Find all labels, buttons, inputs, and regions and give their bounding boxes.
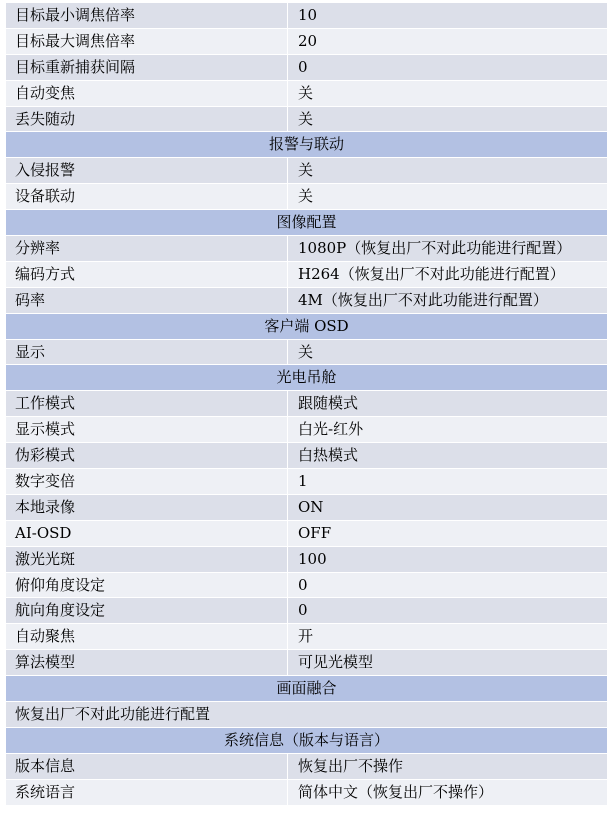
row-note: 恢复出厂不对此功能进行配置 xyxy=(6,702,608,728)
row-label: 目标最小调焦倍率 xyxy=(6,3,288,29)
table-row xyxy=(6,520,608,546)
row-value: 关 xyxy=(288,184,608,210)
row-label: 激光光斑 xyxy=(6,546,288,572)
table-row xyxy=(6,287,608,313)
section-title: 画面融合 xyxy=(6,676,608,702)
section-header xyxy=(6,727,608,753)
row-value: 20 xyxy=(288,28,608,54)
section-header xyxy=(6,210,608,236)
row-label: 显示模式 xyxy=(6,417,288,443)
settings-table xyxy=(5,2,608,806)
table-row xyxy=(6,650,608,676)
table-row xyxy=(6,28,608,54)
row-label: 版本信息 xyxy=(6,753,288,779)
row-label: 自动聚焦 xyxy=(6,624,288,650)
row-value: 10 xyxy=(288,3,608,29)
row-label: 入侵报警 xyxy=(6,158,288,184)
row-value: 简体中文（恢复出厂不操作） xyxy=(288,779,608,805)
row-label: 航向角度设定 xyxy=(6,598,288,624)
section-title: 报警与联动 xyxy=(6,132,608,158)
row-label: AI-OSD xyxy=(6,520,288,546)
table-row xyxy=(6,624,608,650)
row-value: 0 xyxy=(288,572,608,598)
table-row xyxy=(6,779,608,805)
table-row xyxy=(6,158,608,184)
section-title: 客户端 OSD xyxy=(6,313,608,339)
row-value: 0 xyxy=(288,54,608,80)
row-value: 0 xyxy=(288,598,608,624)
table-row xyxy=(6,261,608,287)
table-row xyxy=(6,106,608,132)
row-value: OFF xyxy=(288,520,608,546)
table-row xyxy=(6,572,608,598)
section-header xyxy=(6,365,608,391)
table-row xyxy=(6,80,608,106)
row-label: 系统语言 xyxy=(6,779,288,805)
table-row xyxy=(6,184,608,210)
row-label: 工作模式 xyxy=(6,391,288,417)
table-row xyxy=(6,3,608,29)
row-value: 4M（恢复出厂不对此功能进行配置） xyxy=(288,287,608,313)
row-value: 开 xyxy=(288,624,608,650)
row-label: 丢失随动 xyxy=(6,106,288,132)
table-row xyxy=(6,598,608,624)
row-value: 1080P（恢复出厂不对此功能进行配置） xyxy=(288,236,608,262)
row-label: 俯仰角度设定 xyxy=(6,572,288,598)
row-value: 白光-红外 xyxy=(288,417,608,443)
row-label: 数字变倍 xyxy=(6,469,288,495)
row-value: 可见光模型 xyxy=(288,650,608,676)
row-value: 关 xyxy=(288,158,608,184)
table-row xyxy=(6,391,608,417)
row-label: 本地录像 xyxy=(6,494,288,520)
table-row xyxy=(6,469,608,495)
row-label: 码率 xyxy=(6,287,288,313)
section-header xyxy=(6,132,608,158)
settings-table-body xyxy=(6,3,608,806)
row-label: 目标最大调焦倍率 xyxy=(6,28,288,54)
section-title: 光电吊舱 xyxy=(6,365,608,391)
table-row xyxy=(6,339,608,365)
table-row xyxy=(6,546,608,572)
row-label: 设备联动 xyxy=(6,184,288,210)
row-value: 白热模式 xyxy=(288,443,608,469)
row-value: 恢复出厂不操作 xyxy=(288,753,608,779)
row-label: 自动变焦 xyxy=(6,80,288,106)
section-header xyxy=(6,313,608,339)
row-value: 关 xyxy=(288,80,608,106)
row-value: 1 xyxy=(288,469,608,495)
row-value: 关 xyxy=(288,339,608,365)
table-row xyxy=(6,54,608,80)
row-value: 跟随模式 xyxy=(288,391,608,417)
section-header xyxy=(6,676,608,702)
section-title: 图像配置 xyxy=(6,210,608,236)
row-label: 目标重新捕获间隔 xyxy=(6,54,288,80)
row-value: 关 xyxy=(288,106,608,132)
table-row xyxy=(6,443,608,469)
row-label: 分辨率 xyxy=(6,236,288,262)
row-label: 伪彩模式 xyxy=(6,443,288,469)
table-row xyxy=(6,494,608,520)
table-row xyxy=(6,753,608,779)
section-title: 系统信息（版本与语言） xyxy=(6,727,608,753)
row-label: 算法模型 xyxy=(6,650,288,676)
table-row xyxy=(6,417,608,443)
row-value: H264（恢复出厂不对此功能进行配置） xyxy=(288,261,608,287)
row-value: ON xyxy=(288,494,608,520)
table-row xyxy=(6,236,608,262)
row-label: 显示 xyxy=(6,339,288,365)
row-value: 100 xyxy=(288,546,608,572)
table-row xyxy=(6,702,608,728)
row-label: 编码方式 xyxy=(6,261,288,287)
